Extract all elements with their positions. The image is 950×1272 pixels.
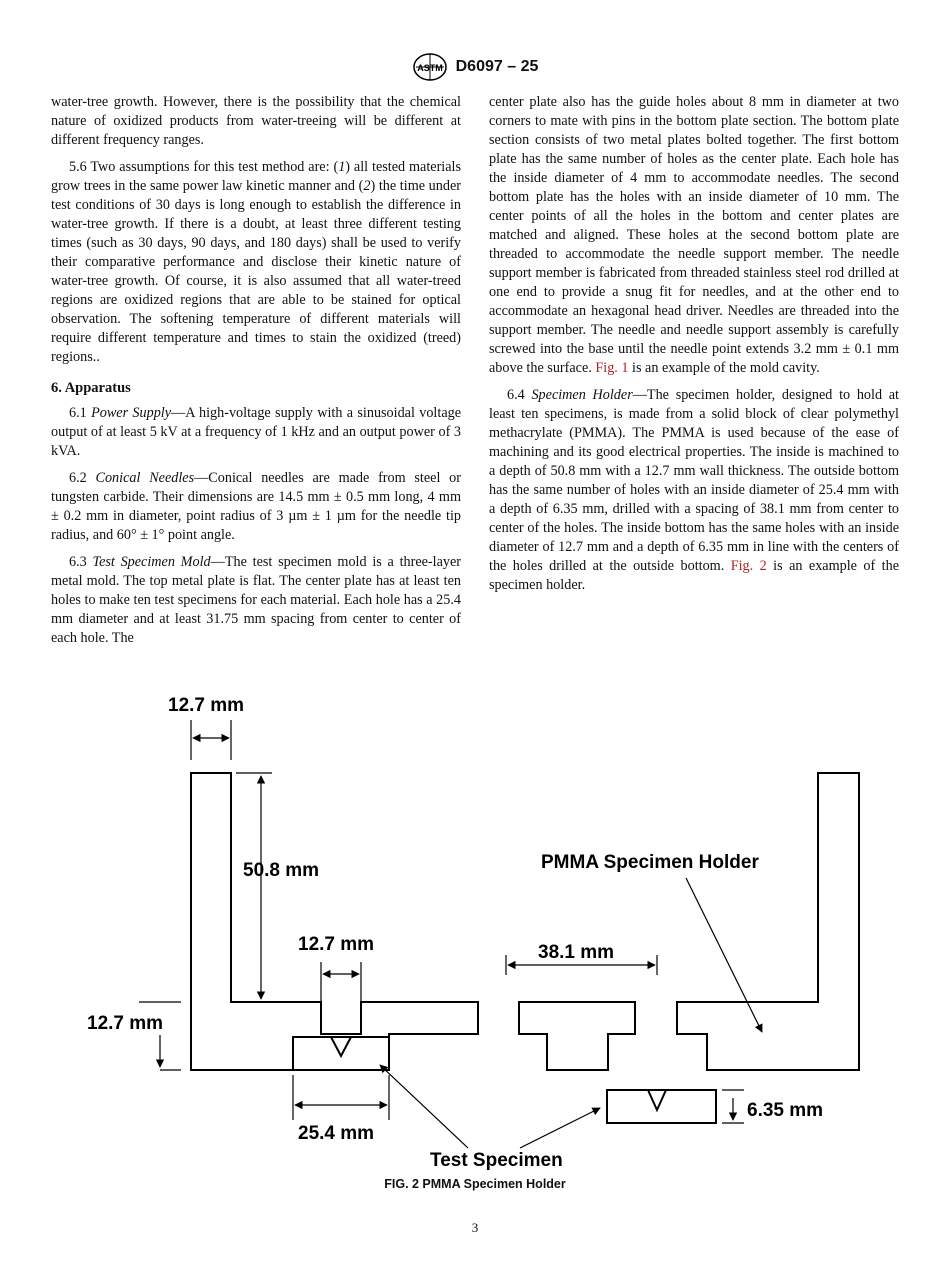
left-column (51, 93, 461, 656)
page-header (0, 52, 950, 82)
label-spacing: 38.1 mm (538, 942, 615, 963)
holder-left-outline (191, 773, 478, 1070)
specimen-left (293, 1037, 389, 1070)
label-specimen-depth: 6.35 mm (747, 1100, 824, 1121)
paragraph-6-3: 6.3 Test Specimen Mold—The test specimen mold is a three-layer metal mold. The top metal plate is flat. The center plate has at least ten holes to make ten test specimens for each material. Each hole has a 25.4 mm diameter and at least 31.75 mm spacing from center to center of each hole. The (51, 554, 462, 646)
astm-logo-icon (412, 52, 448, 82)
label-test-specimen: Test Specimen (430, 1150, 563, 1171)
specimen-holder-diagram (0, 680, 950, 1180)
paragraph-6-4: 6.4 Specimen Holder—The specimen holder, designed to hold at least ten specimens, is made from a solid block of clear polymethyl methacrylate (PMMA). The PMMA is used because of the ease of machining and its good electrical properties. The inside is machined to a depth of 50.8 mm with a 12.7 mm wall thickness. The outside bottom has the same number of holes with an inside diameter of 25.4 mm with a depth of 6.35 mm, drilled with a spacing of 38.1 mm from center to center of the holes. The inside bottom has the same holes with an inside diameter of 12.7 mm and a depth of 6.35 mm in line with the centers of the holes drilled at the outside bottom. Fig. 2 is an example of the specimen holder. (489, 387, 900, 593)
figure-2 (0, 680, 950, 1200)
paragraph-5-6: 5.6 Two assumptions for this test method are: (1) all tested materials grow trees in the same power law kinetic manner and (2) the time under test conditions of 30 days is long enough to establish the difference in water-tree growth. If there is a doubt, at least three different testing times (such as 30 days, 90 days, and 180 days) shall be used to verify their comparative performance and disclose their kinetic nature of water-tree growth. Of course, it is also assumed that all water-treed regions are oxidized regions that are able to be stained for optical observation. The softening temperature of different materials will require different temperature and times to stain the oxidized (treed) regions.. (51, 159, 461, 365)
fig-2-link[interactable]: Fig. 2 (730, 558, 767, 574)
paragraph-6-1: 6.1 Power Supply—A high-voltage supply with a sinusoidal voltage output of at least 5 kV at a frequency of 1 kHz and an output power of 3 kVA. (51, 405, 462, 459)
label-wall-thickness: 12.7 mm (168, 695, 245, 716)
figure-caption: FIG. 2 PMMA Specimen Holder (384, 1177, 566, 1191)
fig-1-link[interactable]: Fig. 1 (595, 360, 629, 376)
paragraph-6-3-continued: center plate also has the guide holes about 8 mm in diameter at two corners to mate with pins in the bottom plate section. The bottom plate section consists of two metal plates bolted together. The first bottom plate has the same number of holes as the center plate. Each hole has the inside diameter of 4 mm to accommodate needles. The second bottom plate has the holes with an inside diameter of 10 mm. The center points of all the holes in the bottom and center plates are matched and aligned. These holes at the second bottom plate are threaded to accommodate the needle support member. The needle support member is fabricated from threaded stainless steel rod drilled at one end to provide a snug fit for needles, and at the other end to accommodate an hexagonal head driver. Needles are threaded into the support member. The needle and needle support assembly is carefully screwed into the base until the needle point extends 3.2 mm ± 0.1 mm above the surface. Fig. 1 is an example of the mold cavity. (489, 94, 899, 376)
holder-middle-piece (519, 1002, 635, 1070)
right-column (489, 93, 899, 603)
label-outer-hole: 25.4 mm (298, 1123, 375, 1144)
label-holder: PMMA Specimen Holder (541, 852, 759, 873)
specimen-right (607, 1090, 716, 1123)
label-inner-hole: 12.7 mm (298, 934, 375, 955)
astm-logo-text: ASTM (416, 63, 443, 73)
page-number: 3 (471, 1220, 479, 1235)
label-depth: 50.8 mm (243, 860, 320, 881)
label-bottom-thickness: 12.7 mm (87, 1013, 164, 1034)
paragraph-6-2: 6.2 Conical Needles—Conical needles are made from steel or tungsten carbide. Their dimensions are 14.5 mm ± 0.5 mm long, 4 mm ± 0.2 mm in diameter, point radius of 3 µm ± 1 µm for the needle tip radius, and 60° ± 1° point angle. (51, 470, 461, 543)
section-heading-apparatus: 6. Apparatus (51, 380, 131, 396)
paragraph-water-tree: water-tree growth. However, there is the possibility that the chemical nature of oxidized products from water-treeing will be different at different frequency ranges. (51, 94, 461, 148)
holder-right-outline (677, 773, 859, 1070)
document-code: D6097 – 25 (455, 58, 539, 75)
